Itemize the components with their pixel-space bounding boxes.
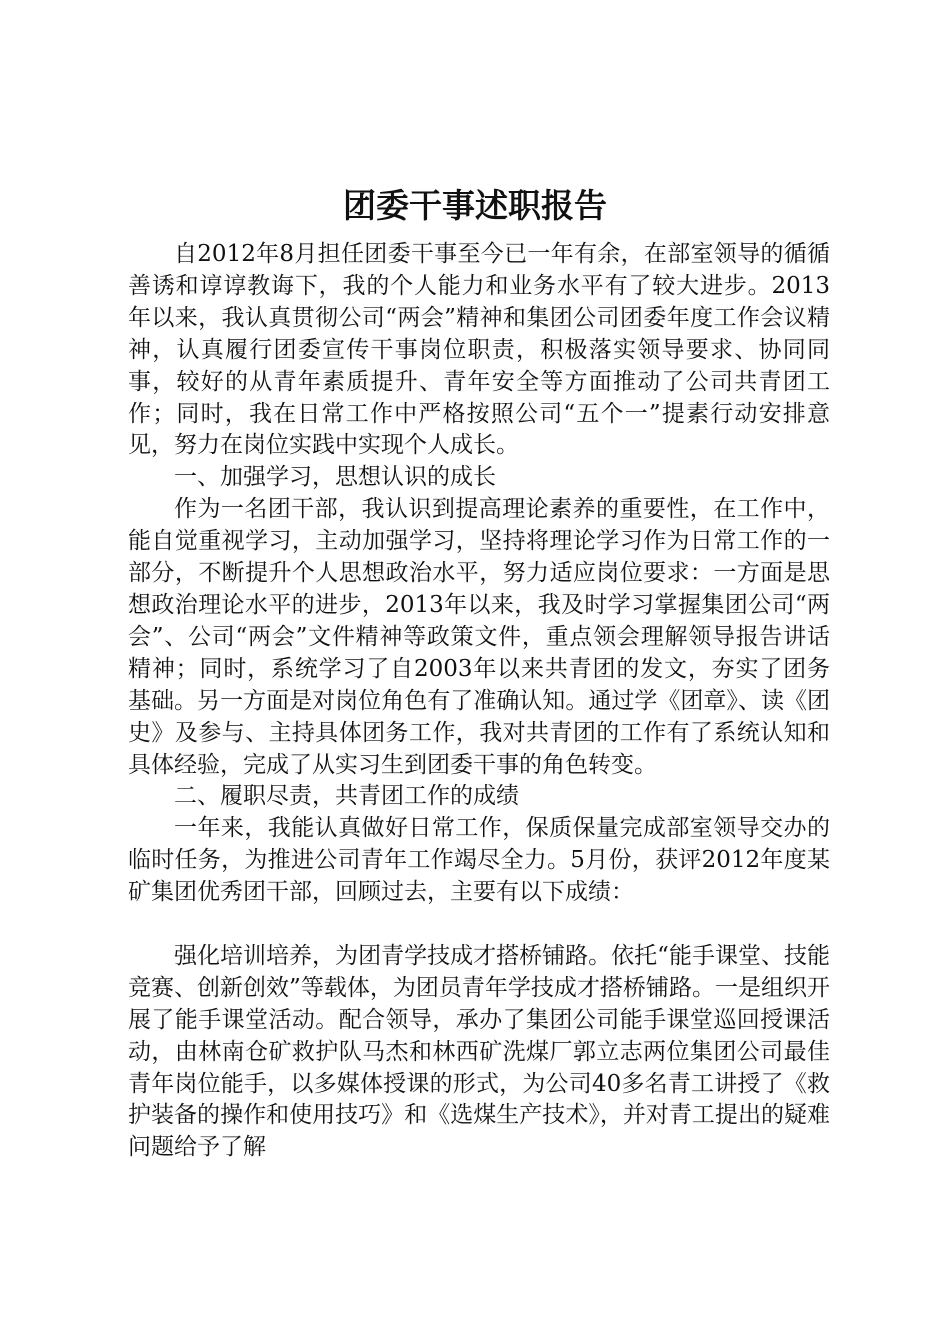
blank-line — [128, 909, 830, 941]
paragraph-intro: 自2012年8月担任团委干事至今已一年有余，在部室领导的循循善诱和谆谆教诲下，我的个人能力和业务水平有了较大进步。2013年以来，我认真贯彻公司“两会”精神和集团公司团委年度工作会议精神，认真履行团委宣传干事岗位职责，积极落实领导要求、协同同事，较好的从青年素质提升、青年安全等方面推动了公司共青团工作；同时，我在日常工作中严格按照公司“五个一”提素行动安排意见，努力在岗位实践中实现个人成长。 — [128, 241, 830, 459]
document-body — [128, 239, 830, 1164]
paragraph-study: 作为一名团干部，我认识到提高理论素养的重要性，在工作中，能自觉重视学习，主动加强学习，坚持将理论学习作为日常工作的一部分，不断提升个人思想政治水平，努力适应岗位要求：一方面是思想政治理论水平的进步，2013年以来，我及时学习掌握集团公司“两会”、公司“两会”文件精神等政策文件，重点领会理解领导报告讲话精神；同时，系统学习了自2003年以来共青团的发文，夯实了团务基础。另一方面是对岗位角色有了准确认知。通过学《团章》、读《团史》及参与、主持具体团务工作，我对共青团的工作有了系统认知和具体经验，完成了从实习生到团委干事的角色转变。 — [128, 496, 830, 778]
document-title: 团委干事述职报告 — [343, 186, 607, 225]
section-heading-2: 二、履职尽责，共青团工作的成绩 — [174, 783, 519, 810]
paragraph-achievements: 一年来，我能认真做好日常工作，保质保量完成部室领导交办的临时任务，为推进公司青年工作竭尽全力。5月份，获评2012年度某矿集团优秀团干部，回顾过去，主要有以下成绩： — [128, 815, 830, 906]
paragraph-training: 强化培训培养，为团青学技成才搭桥铺路。依托“能手课堂、技能竞赛、创新创效”等载体，为团员青年学技成才搭桥铺路。一是组织开展了能手课堂活动。配合领导，承办了集团公司能手课堂巡回授课活动，由林南仓矿救护队马杰和林西矿洗煤厂郭立志两位集团公司最佳青年岗位能手，以多媒体授课的形式，为公司40多名青工讲授了《救护装备的操作和使用技巧》和《选煤生产技术》，并对青工提出的疑难问题给予了解 — [128, 942, 830, 1161]
section-heading-1: 一、加强学习，思想认识的成长 — [174, 464, 496, 491]
